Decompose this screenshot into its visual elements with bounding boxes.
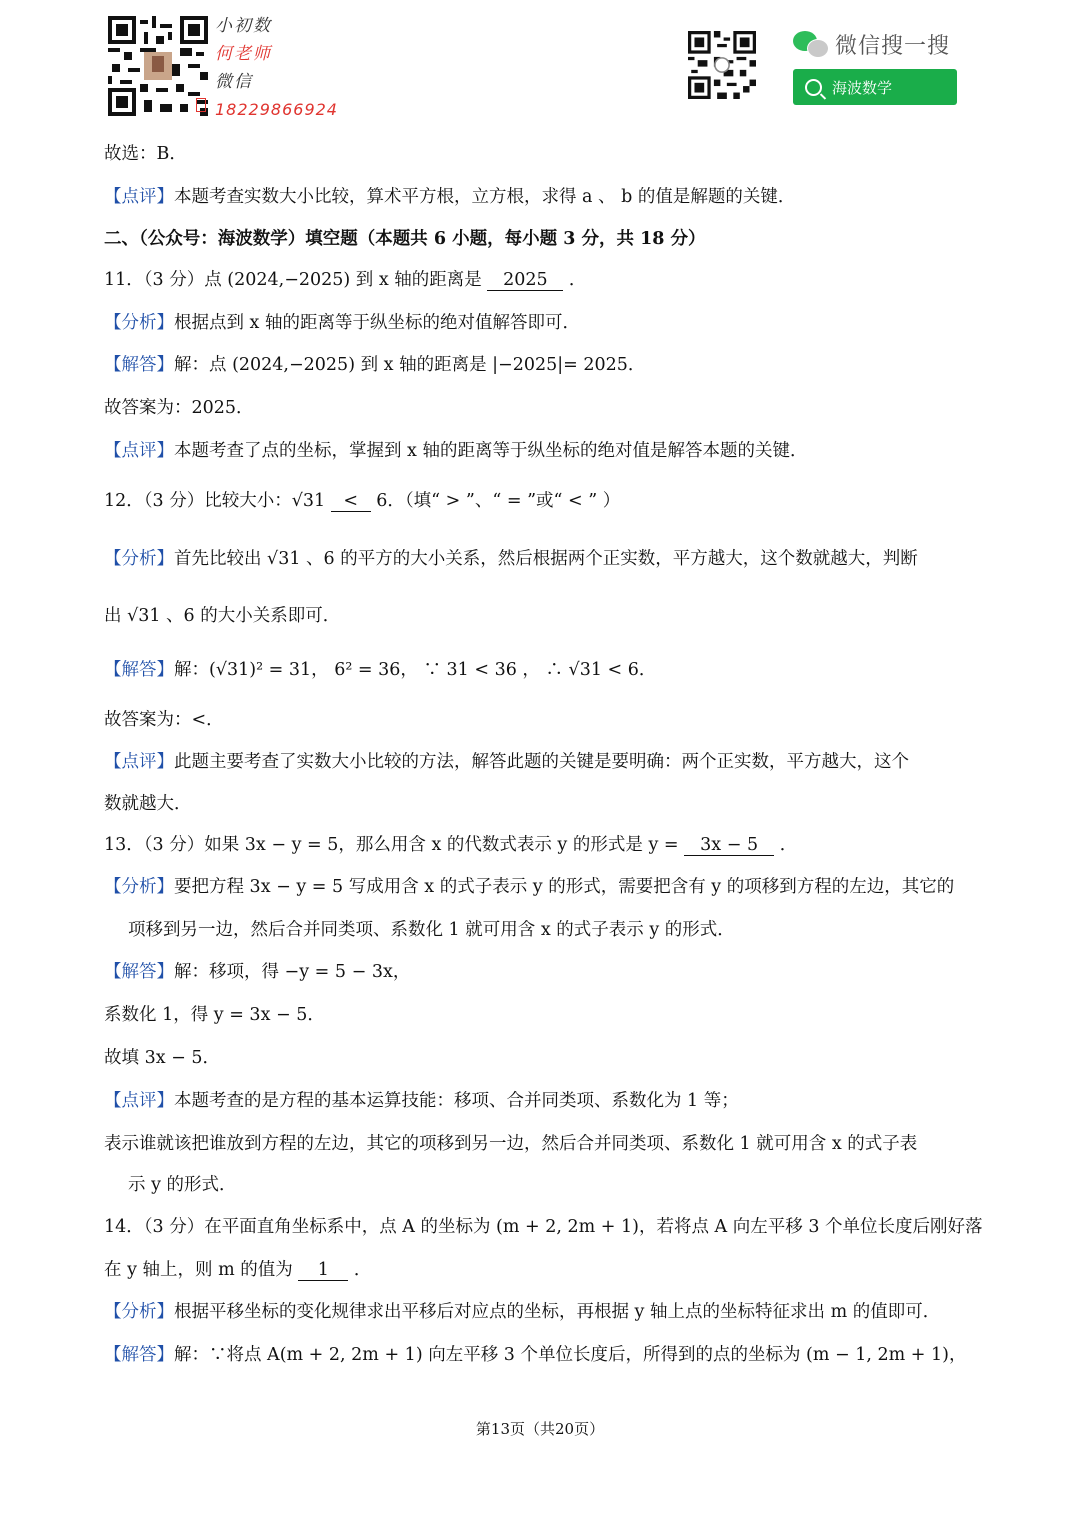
text-line: 项移到另一边，然后合并同类项、系数化 1 就可用含 x 的式子表示 y 的形式． — [128, 920, 735, 940]
analysis-line: 【分析】根据点到 x 轴的距离等于纵坐标的绝对值解答即可． — [104, 313, 580, 333]
text-line: 故填 3x − 5． — [104, 1048, 220, 1068]
answer-blank: < — [331, 491, 371, 512]
text-line: 故答案为：<． — [104, 710, 224, 730]
solution-line: 【解答】解：∵将点 A(m + 2, 2m + 1) 向左平移 3 个单位长度后，所得到的点的坐标为 (m − 1, 2m + 1)， — [104, 1345, 967, 1365]
qr-red-marker — [196, 98, 206, 112]
qr-pattern-right — [688, 31, 756, 99]
solution-line: 【解答】解：移项，得 −y = 5 − 3x， — [104, 962, 411, 982]
qr-code-left — [108, 16, 208, 116]
qr-code-right — [688, 31, 756, 99]
answer-blank: 1 — [298, 1260, 348, 1281]
hand-phone: 18229866924 — [215, 100, 338, 119]
solution-line: 【解答】解：点 (2024,−2025) 到 x 轴的距离是 |−2025|= 2025． — [104, 355, 646, 375]
solution-line: 【解答】解：(√31)² = 31， 6² = 36， ∵ 31 < 36 ， ∴ √31 < 6． — [104, 660, 657, 680]
wechat-search-badge — [793, 28, 963, 105]
comment-line: 【点评】本题考查的是方程的基本运算技能：移项、合并同类项、系数化为 1 等； — [104, 1091, 739, 1111]
question-13: 13．（3 分）如果 3x − y = 5，那么用含 x 的代数式表示 y 的形式是 y = 3x − 5 ． — [104, 835, 798, 855]
wechat-title: 微信搜一搜 — [835, 33, 951, 59]
hand-line-1: 小初数 — [215, 16, 272, 36]
tag-solution: 【解答】 — [104, 355, 174, 375]
handwritten-contact — [215, 12, 338, 124]
text-line: 故选：B． — [104, 144, 187, 164]
wechat-search-text: 海波数学 — [832, 78, 893, 97]
wechat-search-box — [793, 69, 957, 105]
question-12: 12．（3 分）比较大小：√31 < 6．（填“ > ”、“ = ”或“ < ” ） — [104, 491, 621, 511]
hand-line-3: 微信 — [215, 72, 253, 92]
search-icon — [805, 79, 822, 96]
hand-line-2: 何老师 — [215, 44, 272, 64]
section-heading: 二、（公众号：海波数学）填空题（本题共 6 小题，每小题 3 分，共 18 分） — [104, 229, 706, 249]
text-line: 出 √31 、6 的大小关系即可． — [104, 606, 341, 626]
analysis-line: 【分析】首先比较出 √31 、6 的平方的大小关系，然后根据两个正实数，平方越大，这个数就越大，判断 — [104, 549, 918, 569]
comment-line: 【点评】此题主要考查了实数大小比较的方法，解答此题的关键是要明确：两个正实数，平方越大，这个 — [104, 752, 909, 772]
analysis-line: 【分析】根据平移坐标的变化规律求出平移后对应点的坐标，再根据 y 轴上点的坐标特征求出 m 的值即可． — [104, 1302, 941, 1322]
answer-blank: 3x − 5 — [684, 835, 774, 856]
text-line: 故答案为：2025． — [104, 398, 254, 418]
text-line: 表示谁就该把谁放到方程的左边，其它的项移到另一边，然后合并同类项、系数化 1 就可用含 x 的式子表 — [104, 1134, 918, 1154]
qr-pattern — [108, 16, 208, 116]
comment-line: 【点评】本题考查实数大小比较，算术平方根，立方根，求得 a 、 b 的值是解题的关键． — [104, 187, 796, 207]
tag-analysis: 【分析】 — [104, 313, 174, 333]
comment-line: 【点评】本题考查了点的坐标，掌握到 x 轴的距离等于纵坐标的绝对值是解答本题的关键． — [104, 441, 808, 461]
text-line: 数就越大． — [104, 794, 192, 814]
analysis-line: 【分析】要把方程 3x − y = 5 写成用含 x 的式子表示 y 的形式，需要把含有 y 的项移到方程的左边，其它的 — [104, 877, 955, 897]
answer-blank: 2025 — [487, 270, 563, 291]
page-footer: 第13页（共20页） — [475, 1420, 605, 1438]
tag-comment: 【点评】 — [104, 187, 174, 207]
wechat-logo-icon — [793, 29, 829, 59]
question-14-cont: 在 y 轴上，则 m 的值为 1 ． — [104, 1260, 372, 1280]
text-line: 系数化 1，得 y = 3x − 5． — [104, 1005, 325, 1025]
question-14: 14．（3 分）在平面直角坐标系中，点 A 的坐标为 (m + 2, 2m + 1)，若将点 A 向左平移 3 个单位长度后刚好落 — [104, 1217, 983, 1237]
text-line: 示 y 的形式． — [128, 1175, 237, 1195]
question-11: 11．（3 分）点 (2024,−2025) 到 x 轴的距离是 2025 ． — [104, 270, 587, 290]
